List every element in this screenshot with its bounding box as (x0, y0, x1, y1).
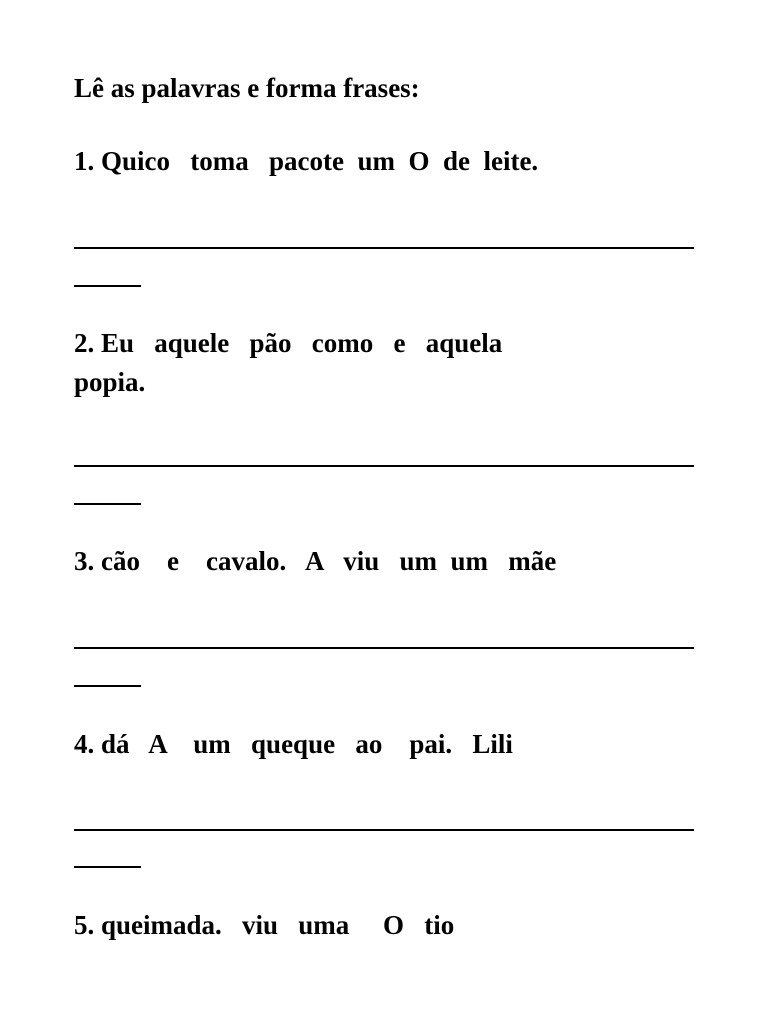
exercise-3-answer-line-short (74, 685, 141, 687)
exercise-2-words-cont: popia. (74, 367, 146, 397)
exercise-4-answer-line-short (74, 866, 141, 868)
exercise-2-answer-line-short (74, 503, 141, 505)
exercise-2-answer-line (74, 465, 694, 467)
exercise-4-answer-line (74, 829, 694, 831)
exercise-5-words: 5. queimada. viu uma O tio (74, 910, 455, 940)
exercise-1-answer-line (74, 247, 694, 249)
worksheet-heading: Lê as palavras e forma frases: (74, 73, 420, 103)
exercise-2-words: 2. Eu aquele pão como e aquela (74, 328, 503, 358)
exercise-4-words: 4. dá A um queque ao pai. Lili (74, 729, 513, 759)
exercise-1-words: 1. Quico toma pacote um O de leite. (74, 146, 539, 176)
exercise-3-words: 3. cão e cavalo. A viu um um mãe (74, 546, 557, 576)
exercise-3-answer-line (74, 647, 694, 649)
exercise-1-answer-line-short (74, 285, 141, 287)
